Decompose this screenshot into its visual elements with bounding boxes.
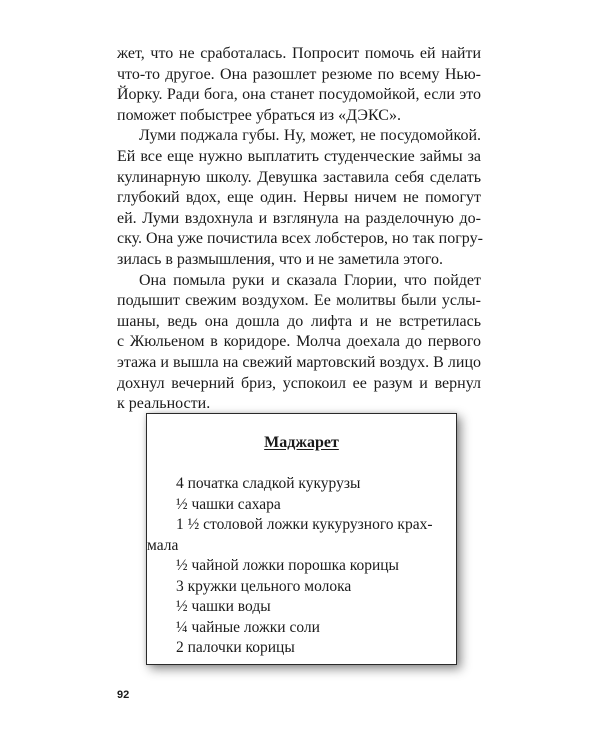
ingredient-item-continuation: мала <box>147 536 179 554</box>
paragraph-3 <box>117 271 481 415</box>
text-line: к реальности. <box>117 395 211 413</box>
text-line: Йорку. Ради бога, она станет посудомойкой, если это <box>117 86 481 104</box>
text-line: Луми поджала губы. Ну, может, не посудомойкой. <box>139 127 481 145</box>
text-line: дохнул вечерний бриз, успокоил ее разум и вернул <box>117 374 481 392</box>
text-line: глубокий вдох, еще один. Нервы ничем не помогут <box>117 189 481 207</box>
text-line: зилась в размышления, что и не заметила этого. <box>117 250 444 268</box>
text-line: Ей все еще нужно выплатить студенческие займы за <box>117 147 481 165</box>
text-line: этажа и вышла на свежий мартовский воздух. В лицо <box>117 353 481 371</box>
recipe-title: Маджарет <box>264 434 339 451</box>
paragraph-1 <box>117 44 481 126</box>
ingredient-item: ½ чайной ложки порошка корицы <box>176 557 399 574</box>
ingredient-item: 2 палочки корицы <box>176 639 295 656</box>
ingredient-item: ¼ чайные ложки соли <box>176 618 320 636</box>
ingredient-item: ½ чашки воды <box>176 598 271 615</box>
ingredient-item: 4 початка сладкой кукурузы <box>176 475 361 492</box>
text-line: ей. Луми вздохнула и взглянула на разделочную до- <box>117 209 481 227</box>
paragraph-2 <box>117 126 481 270</box>
text-line: что-то другое. Она разошлет резюме по всему Нью- <box>117 65 481 83</box>
text-line: кулинарную школу. Девушка заставила себя сделать <box>117 168 481 186</box>
ingredient-item: 3 кружки цельного молока <box>176 577 352 595</box>
text-line: шаны, ведь она дошла до лифта и не встретилась <box>117 312 481 330</box>
text-line: поможет побыстрее убраться из «ДЭКС». <box>117 106 401 124</box>
body-text <box>117 44 481 415</box>
ingredient-item: 1 ½ столовой ложки кукурузного крах- <box>176 516 433 533</box>
text-line: подышит свежим воздухом. Ее молитвы были услы- <box>117 292 481 310</box>
text-line: Она помыла руки и сказала Глории, что пойдет <box>139 271 481 289</box>
ingredient-list <box>147 474 436 659</box>
ingredient-item: ½ чашки сахара <box>176 495 281 513</box>
text-line: ску. Она уже почистила всех лобстеров, но так погру- <box>117 230 483 248</box>
recipe-box <box>146 413 457 665</box>
text-line: с Жюльеном в коридоре. Молча доехала до первого <box>117 333 481 351</box>
page-number: 92 <box>117 689 130 701</box>
text-line: жет, что не сработалась. Попросит помочь ей найти <box>117 45 481 62</box>
